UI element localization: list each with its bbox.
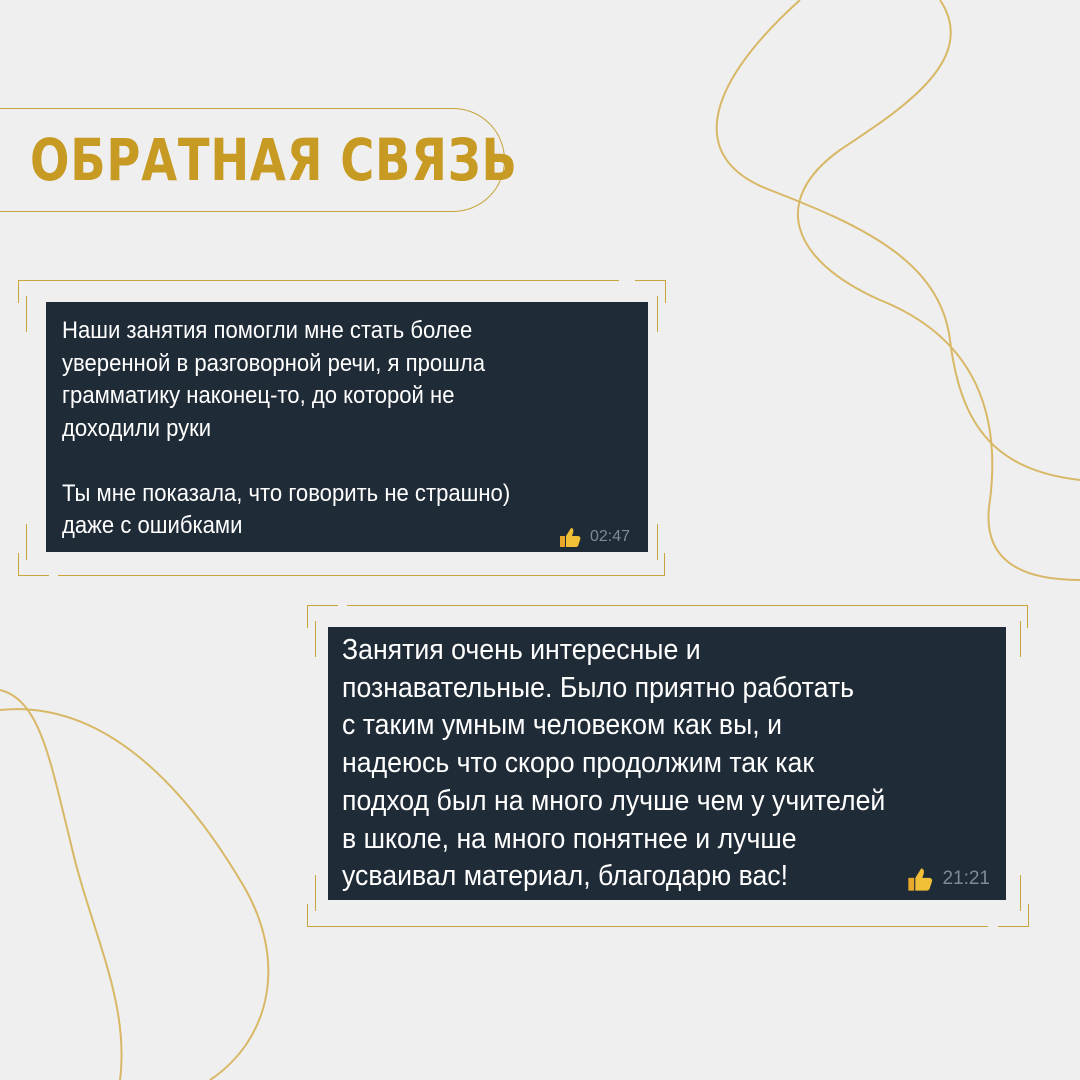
page-title: ОБРАТНАЯ СВЯЗЬ: [30, 126, 518, 194]
message-bubble-1: [46, 302, 648, 552]
message-bubble-2: [328, 627, 1006, 900]
message-text: Занятия очень интересные и познавательные. Было приятно работать с таким умным человеком как вы, и надеюсь что скоро продолжим так как подход был на много лучше чем у учителей в школе, на много понятнее и лучше усваивал материал, благодарю вас!: [342, 634, 886, 893]
thumbs-up-icon: [906, 866, 934, 892]
message-time: 21:21: [942, 868, 990, 889]
thumbs-up-icon: [558, 526, 582, 548]
message-time: 02:47: [589, 528, 630, 545]
message-text: Наши занятия помогли мне стать более уверенной в разговорной речи, я прошла грамматику наконец-то, до которой не доходили руки Ты мне показала, что говорить не страшно) даже с ошибками: [62, 317, 511, 539]
